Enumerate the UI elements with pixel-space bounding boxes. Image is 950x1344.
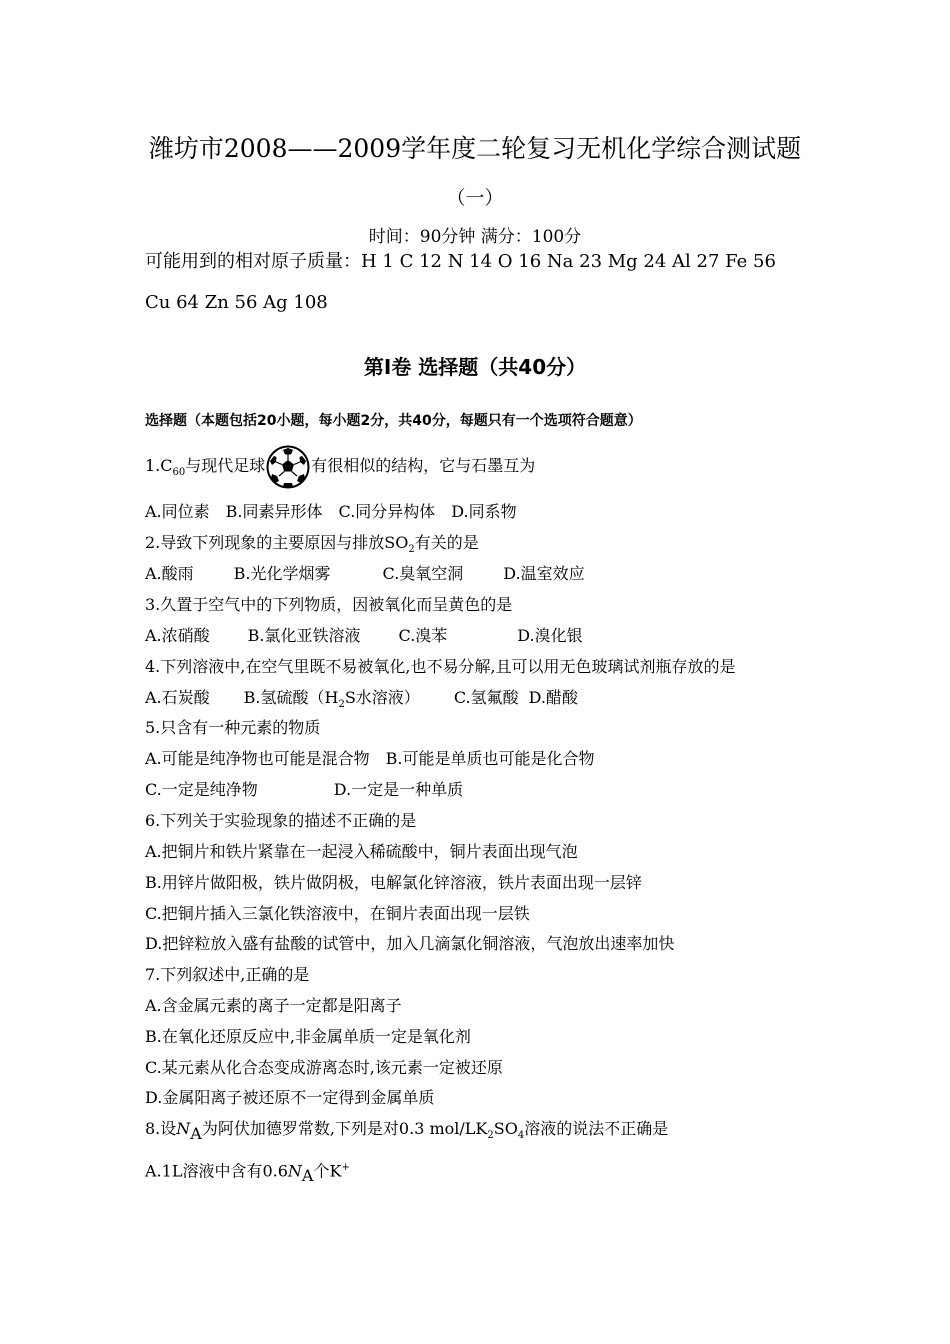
page-subtitle: （一）: [446, 187, 504, 209]
q6-option-a: A.把铜片和铁片紧靠在一起浸入稀硫酸中，铜片表面出现气泡: [145, 842, 578, 861]
q8-text-post: 溶液的说法不正确是: [524, 1119, 669, 1138]
q3-options: [145, 626, 583, 646]
q5-option-c: C.一定是纯净物: [145, 780, 258, 799]
q4-option-b-pre: B.氢硫酸（H: [243, 688, 339, 707]
q8-option-a-post: 个K: [313, 1161, 342, 1181]
q1-option-a: A.同位素: [145, 502, 210, 521]
q1-sub: 60: [172, 467, 186, 479]
q5-option-a: A.可能是纯净物也可能是混合物: [145, 749, 370, 768]
atomic-mass-line-1: 可能用到的相对原子质量：H 1 C 12 N 14 O 16 Na 23 Mg 24 Al 27 Fe 56: [145, 251, 776, 272]
q4-option-a: A.石炭酸: [145, 688, 210, 707]
question-3: 3.久置于空气中的下列物质，因被氧化而呈黄色的是: [145, 595, 513, 614]
q2-option-a: A.酸雨: [145, 564, 194, 583]
question-1: [145, 444, 535, 495]
q6-option-c: C.把铜片插入三氯化铁溶液中，在铜片表面出现一层铁: [145, 904, 530, 923]
q4-option-b-sub: 2: [338, 699, 345, 711]
question-8: [145, 1119, 668, 1146]
page-title: 潍坊市2008——2009学年度二轮复习无机化学综合测试题: [148, 134, 802, 163]
q8-option-a-pre: A.1L溶液中含有0.6: [145, 1161, 288, 1181]
q4-option-b-post: S水溶液）: [344, 688, 420, 707]
instructions: 选择题（本题包括20小题，每小题2分，共40分，每题只有一个选项符合题意）: [145, 413, 642, 429]
q7-option-a: A.含金属元素的离子一定都是阳离子: [145, 996, 402, 1015]
q4-option-c: C.氢氟酸: [453, 688, 519, 707]
q5-option-b: B.可能是单质也可能是化合物: [385, 749, 595, 768]
q3-option-d: D.溴化银: [517, 626, 583, 645]
q2-options: [145, 564, 585, 584]
question-7: 7.下列叙述中,正确的是: [145, 965, 310, 984]
question-4: 4.下列溶液中,在空气里既不易被氧化,也不易分解,且可以用无色玻璃试剂瓶存放的是: [145, 657, 736, 676]
question-5: 5.只含有一种元素的物质: [145, 718, 321, 737]
q3-option-b: B.氯化亚铁溶液: [247, 626, 361, 645]
q6-option-b: B.用锌片做阳极，铁片做阴极，电解氯化锌溶液，铁片表面出现一层锌: [145, 873, 642, 892]
q2-text-post: 有关的是: [414, 533, 479, 552]
question-6: 6.下列关于实验现象的描述不正确的是: [145, 811, 417, 830]
atomic-mass-line-2: Cu 64 Zn 56 Ag 108: [145, 292, 328, 313]
q7-option-c: C.某元素从化合态变成游离态时,该元素一定被还原: [145, 1058, 503, 1077]
q8-na-symbol: N: [176, 1119, 191, 1138]
q1-text-post: 有很相似的结构，它与石墨互为: [311, 456, 536, 475]
question-2: [145, 533, 479, 560]
q8-na-sub: A: [190, 1124, 202, 1143]
q1-option-c: C.同分异构体: [338, 502, 436, 521]
q2-option-b: B.光化学烟雾: [233, 564, 331, 583]
q3-option-a: A.浓硝酸: [145, 626, 210, 645]
q2-option-d: D.温室效应: [503, 564, 585, 583]
q5-options-cd: [145, 780, 463, 800]
q1-option-d: D.同系物: [451, 502, 517, 521]
q4-options: [145, 688, 578, 715]
q4-option-d: D.醋酸: [528, 688, 578, 707]
q8-text-pre: 8.设: [145, 1119, 177, 1138]
q1-text-pre: 1.C: [145, 456, 173, 475]
q8-sub-2: 4: [517, 1130, 525, 1142]
q8-option-a-na-sub: A: [301, 1166, 314, 1186]
q2-sub: 2: [408, 544, 415, 556]
q3-option-c: C.溴苯: [398, 626, 448, 645]
q6-option-d: D.把锌粒放入盛有盐酸的试管中，加入几滴氯化铜溶液，气泡放出速率加快: [145, 934, 675, 953]
q1-options: [145, 502, 517, 522]
q1-text-mid: 与现代足球: [185, 456, 266, 475]
time-info: 时间：90分钟 满分：100分: [368, 227, 582, 247]
q8-text-mid2: SO: [493, 1119, 518, 1138]
q8-sub-1: 2: [487, 1130, 494, 1142]
q7-option-d: D.金属阳离子被还原不一定得到金属单质: [145, 1088, 435, 1107]
q7-option-b: B.在氧化还原反应中,非金属单质一定是氧化剂: [145, 1027, 471, 1046]
q8-text-mid: 为阿伏加德罗常数,下列是对0.3 mol/LK: [201, 1119, 488, 1138]
q8-option-a: [145, 1158, 350, 1186]
q5-options-ab: [145, 749, 595, 769]
q2-option-c: C.臭氧空洞: [382, 564, 464, 583]
q8-option-a-na: N: [287, 1161, 302, 1181]
q8-option-a-sup: +: [341, 1162, 350, 1173]
soccer-ball-image: [266, 445, 310, 489]
q2-text-pre: 2.导致下列现象的主要原因与排放SO: [145, 533, 409, 552]
section-title: 第Ⅰ卷 选择题（共40分）: [363, 355, 587, 379]
q5-option-d: D.一定是一种单质: [333, 780, 464, 799]
q1-option-b: B.同素异形体: [225, 502, 323, 521]
